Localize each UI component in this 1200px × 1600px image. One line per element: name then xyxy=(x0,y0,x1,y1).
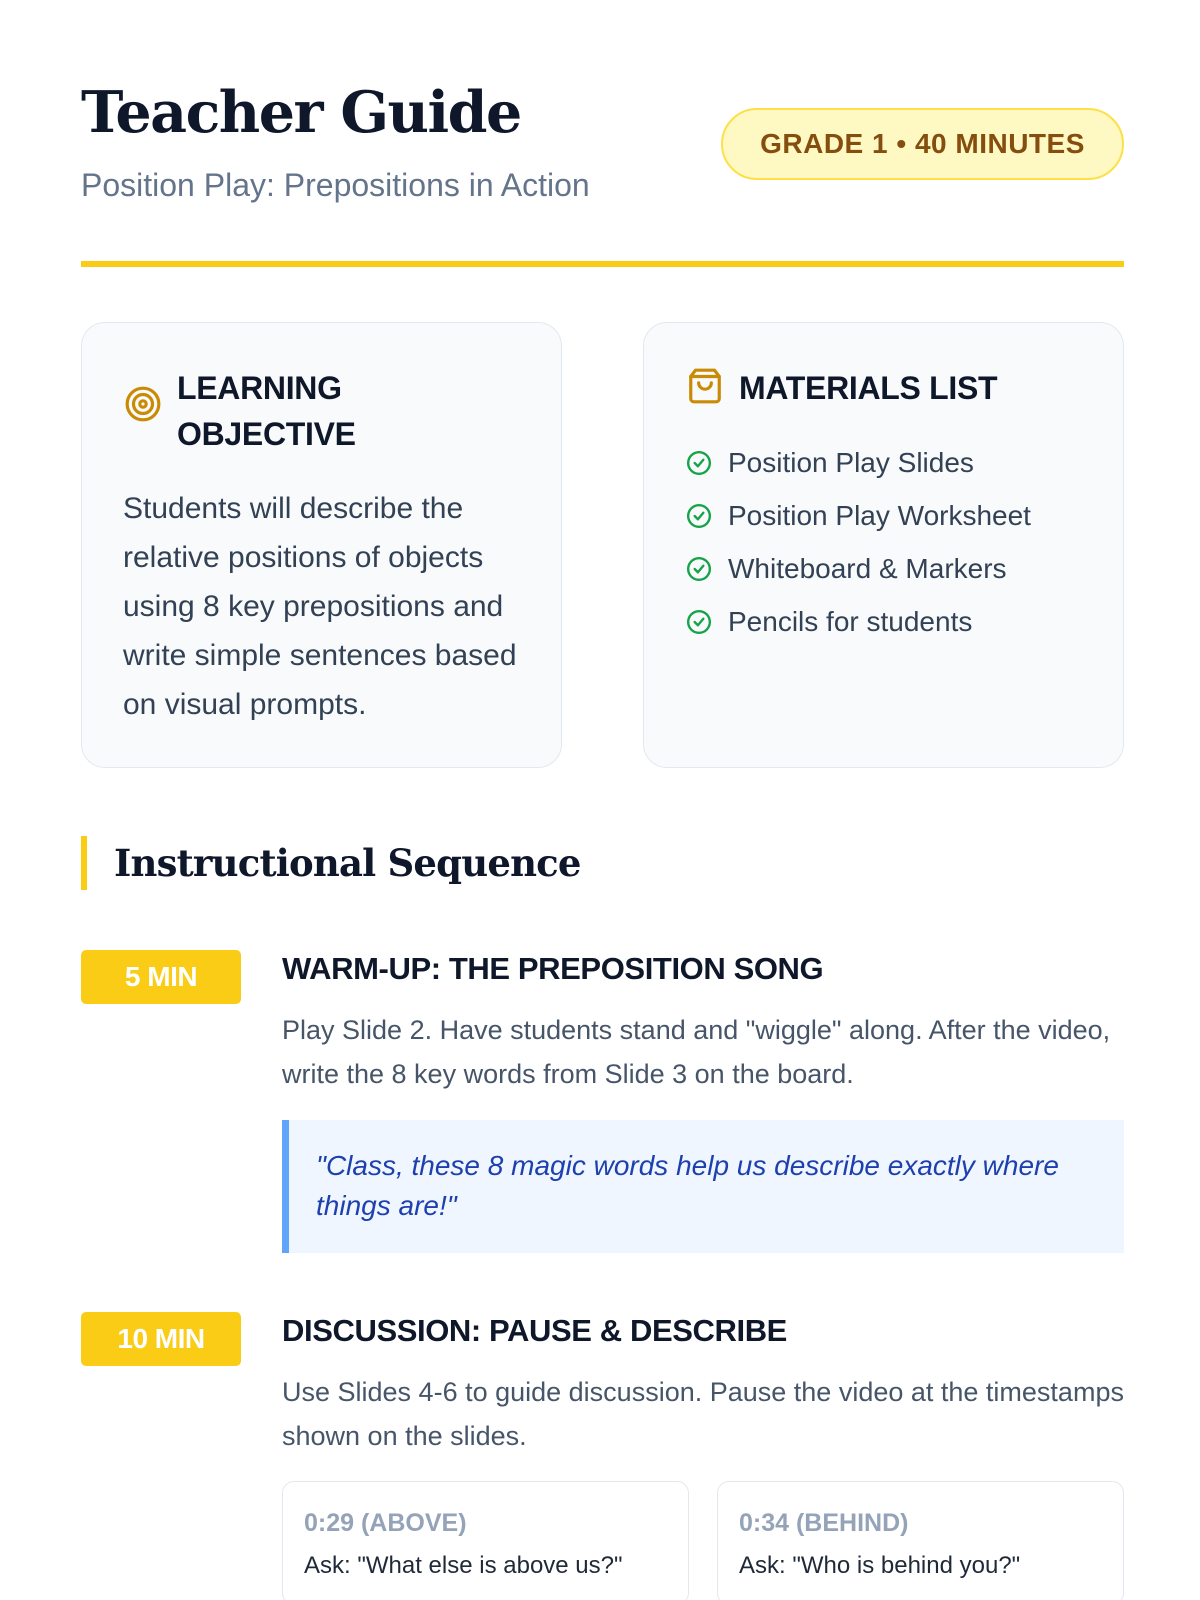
step-description: Play Slide 2. Have students stand and "wiggle" along. After the video, write the 8 key words from Slide 3 on the board. xyxy=(282,1015,1111,1089)
materials-item-label: Position Play Slides xyxy=(728,446,974,478)
materials-list xyxy=(686,436,1031,648)
materials-item-label: Pencils for students xyxy=(728,605,973,637)
timestamp-prompt: Ask: "What else is above us?" xyxy=(304,1552,623,1579)
step-description: Use Slides 4-6 to guide discussion. Pause the video at the timestamps shown on the slides. xyxy=(282,1377,1124,1451)
step-title: DISCUSSION: PAUSE & DESCRIBE xyxy=(282,1313,787,1348)
duration-badge: 5 MIN xyxy=(81,950,241,1004)
timestamp-label: 0:29 (ABOVE) xyxy=(304,1509,467,1537)
timestamp-card xyxy=(282,1481,689,1600)
teacher-script-quote: "Class, these 8 magic words help us describe exactly where things are!" xyxy=(282,1120,1124,1253)
check-circle-icon xyxy=(686,450,712,476)
check-circle-icon xyxy=(686,503,712,529)
materials-list-header xyxy=(686,365,997,411)
page-header xyxy=(81,78,1124,268)
materials-list-item xyxy=(686,436,1031,489)
materials-item-label: Position Play Worksheet xyxy=(728,499,1031,531)
section-title: Instructional Sequence xyxy=(114,841,581,885)
page-subtitle: Position Play: Prepositions in Action xyxy=(81,167,590,203)
learning-objective-card xyxy=(81,322,562,768)
check-circle-icon xyxy=(686,556,712,582)
learning-objective-text: Students will describe the relative positions of objects using 8 key prepositions and write simple sentences based on visual prompts. xyxy=(123,492,517,721)
target-icon xyxy=(124,385,162,423)
grade-duration-badge: GRADE 1 • 40 MINUTES xyxy=(721,108,1124,180)
materials-list-card xyxy=(643,322,1124,768)
timestamp-card xyxy=(717,1481,1124,1600)
instructional-sequence-heading xyxy=(81,836,581,890)
timestamp-label: 0:34 (BEHIND) xyxy=(739,1509,909,1537)
materials-list-title: MATERIALS LIST xyxy=(739,370,998,406)
step-title: WARM-UP: THE PREPOSITION SONG xyxy=(282,951,824,986)
materials-list-item xyxy=(686,542,1031,595)
materials-item-label: Whiteboard & Markers xyxy=(728,552,1007,584)
shopping-bag-icon xyxy=(686,367,724,405)
duration-badge: 10 MIN xyxy=(81,1312,241,1366)
check-circle-icon xyxy=(686,609,712,635)
materials-list-item xyxy=(686,595,1031,648)
learning-objective-title: LEARNING OBJECTIVE xyxy=(177,370,356,452)
header-divider xyxy=(81,261,1124,267)
materials-list-item xyxy=(686,489,1031,542)
timestamp-prompt: Ask: "Who is behind you?" xyxy=(739,1552,1021,1579)
learning-objective-header xyxy=(124,365,417,457)
page-title: Teacher Guide xyxy=(81,79,521,146)
